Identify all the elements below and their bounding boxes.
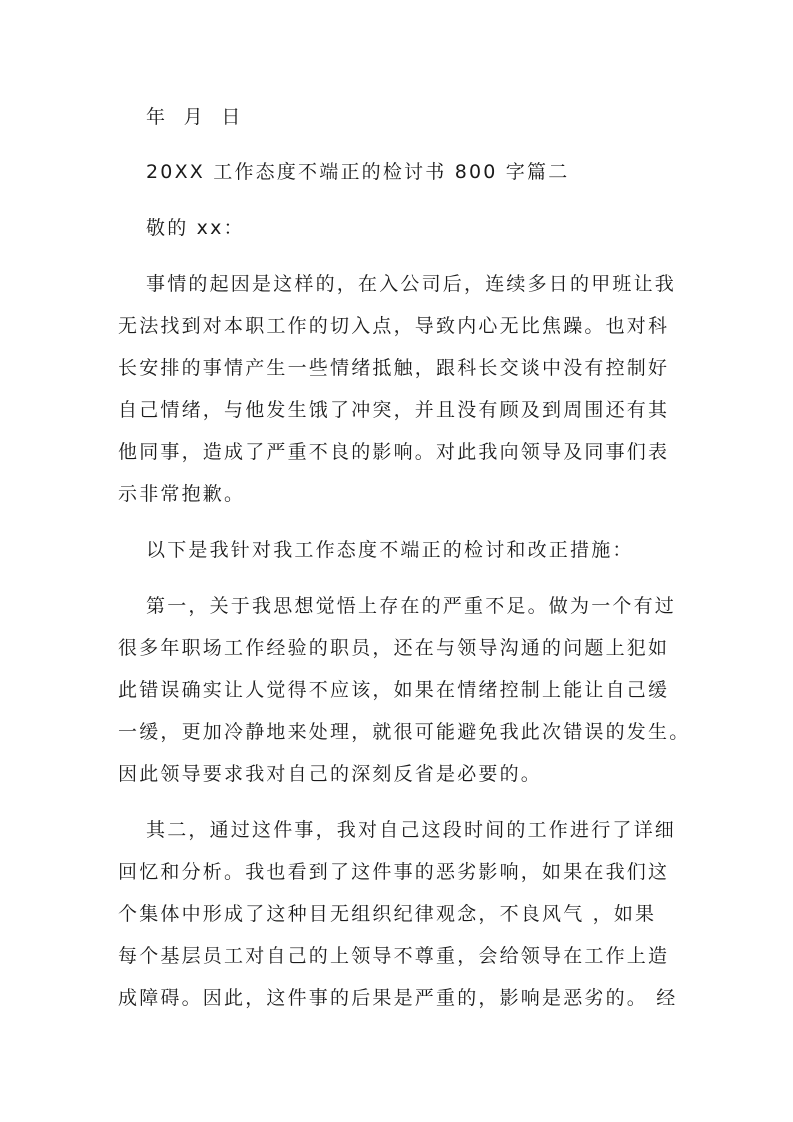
paragraph-line: 因此领导要求我对自己的深刻反省是必要的。: [118, 763, 543, 785]
paragraph-line: 长安排的事情产生一些情绪抵触，跟科长交谈中没有控制好: [118, 357, 670, 379]
paragraph-line: 以下是我针对我工作态度不端正的检讨和改正措施：: [146, 539, 634, 561]
paragraph-line: 其二，通过这件事，我对自己这段时间的工作进行了详细: [146, 819, 677, 841]
paragraph-line: 事情的起因是这样的，在入公司后，连续多日的甲班让我: [146, 273, 677, 295]
paragraph-line: 他同事，造成了严重不良的影响。对此我向领导及同事们表: [118, 441, 670, 463]
salutation: 敬的 xx：: [146, 217, 245, 239]
paragraph-line: 自己情绪，与他发生饿了冲突，并且没有顾及到周围还有其: [118, 399, 670, 421]
paragraph-line: 成障碍。因此，这件事的后果是严重的，影响是恶劣的。 经: [118, 987, 678, 1009]
paragraph-line: 无法找到对本职工作的切入点，导致内心无比焦躁。也对科: [118, 315, 670, 337]
paragraph-line: 每个基层员工对自己的上领导不尊重，会给领导在工作上造: [118, 945, 670, 967]
paragraph-line: 第一，关于我思想觉悟上存在的严重不足。做为一个有过: [146, 595, 677, 617]
document-heading: 20XX 工作态度不端正的检讨书 800 字篇二: [146, 161, 570, 183]
paragraph-line: 此错误确实让人觉得不应该，如果在情绪控制上能让自己缓: [118, 679, 670, 701]
paragraph-line: 很多年职场工作经验的职员，还在与领导沟通的问题上犯如: [118, 637, 670, 659]
paragraph-line: 个集体中形成了这种目无组织纪律观念，不良风气 ，如果: [118, 903, 657, 925]
date-line: 年 月 日: [146, 106, 243, 128]
paragraph-line: 示非常抱歉。: [118, 483, 246, 505]
paragraph-line: 回忆和分析。我也看到了这件事的恶劣影响，如果在我们这: [118, 861, 670, 883]
paragraph-line: 一缓，更加冷静地来处理，就很可能避免我此次错误的发生。: [118, 721, 691, 743]
